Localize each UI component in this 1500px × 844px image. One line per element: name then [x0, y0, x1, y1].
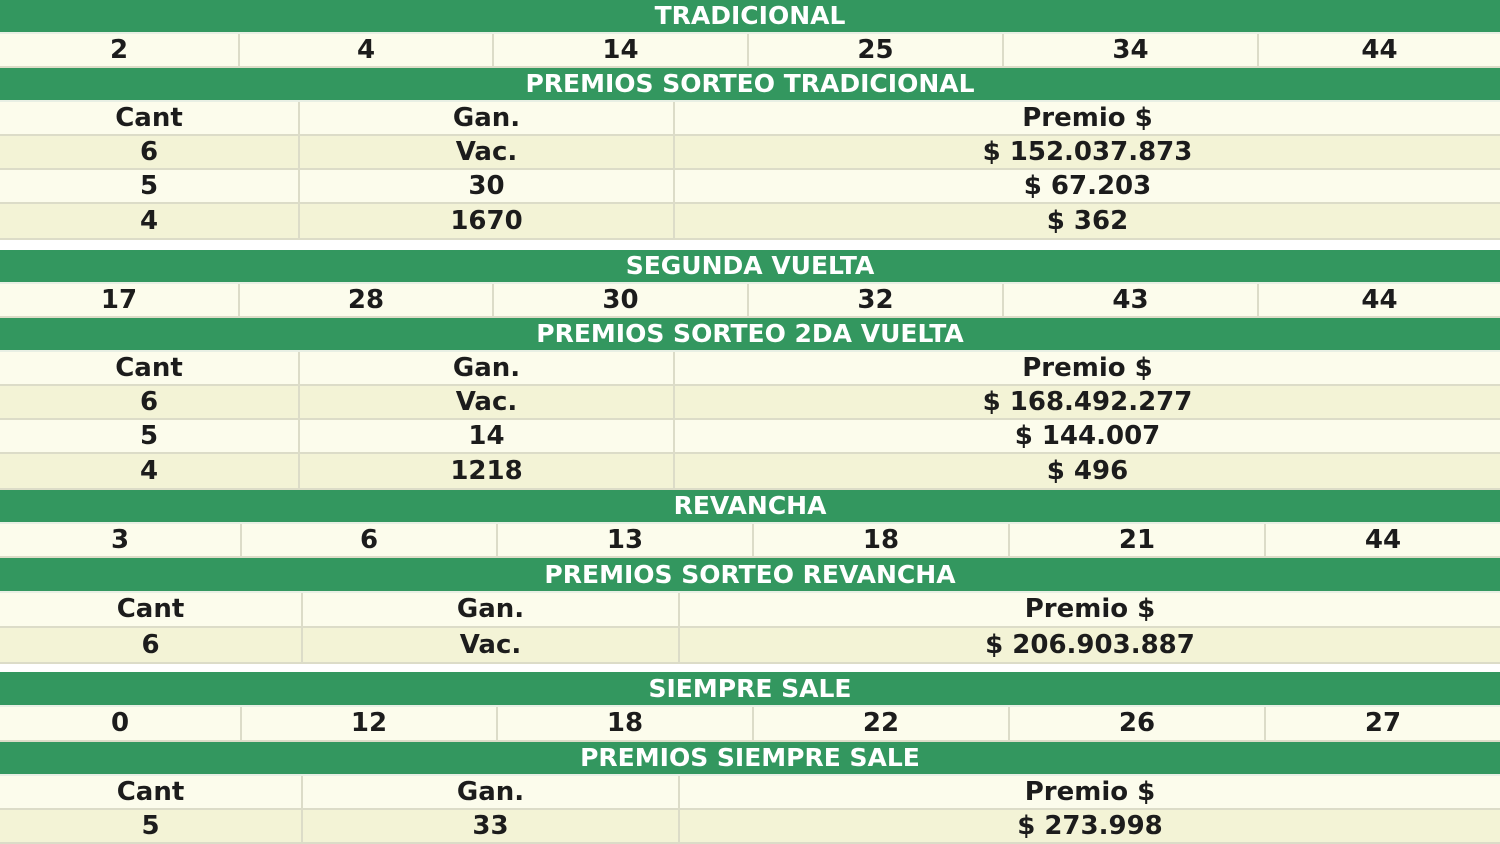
drawn-number: 2 — [0, 34, 240, 68]
section-title-siempre-sale: SIEMPRE SALE — [0, 672, 1500, 707]
prize-cant: 4 — [0, 204, 300, 240]
drawn-number: 21 — [1010, 524, 1266, 558]
drawn-number: 22 — [754, 707, 1010, 742]
prizes-title-revancha: PREMIOS SORTEO REVANCHA — [0, 558, 1500, 593]
prize-gan: Vac. — [303, 628, 680, 664]
prize-row — [0, 170, 1500, 204]
header-premio: Premio $ — [680, 776, 1500, 810]
drawn-number: 43 — [1004, 284, 1259, 318]
drawn-number: 13 — [498, 524, 754, 558]
prize-gan: Vac. — [300, 136, 675, 170]
prize-amount: $ 496 — [675, 454, 1500, 490]
prize-amount: $ 273.998 — [680, 810, 1500, 844]
prize-gan: 14 — [300, 420, 675, 454]
numbers-row-tradicional — [0, 34, 1500, 68]
drawn-number: 44 — [1259, 34, 1500, 68]
drawn-number: 34 — [1004, 34, 1259, 68]
drawn-number: 14 — [494, 34, 749, 68]
section-title-segunda-vuelta: SEGUNDA VUELTA — [0, 250, 1500, 284]
drawn-number: 26 — [1010, 707, 1266, 742]
prize-gan: 1670 — [300, 204, 675, 240]
header-cant: Cant — [0, 776, 303, 810]
drawn-number: 3 — [0, 524, 242, 558]
numbers-row-siempre-sale — [0, 707, 1500, 742]
drawn-number: 44 — [1266, 524, 1500, 558]
prizes-title-siempre-sale: PREMIOS SIEMPRE SALE — [0, 742, 1500, 776]
drawn-number: 30 — [494, 284, 749, 318]
header-gan: Gan. — [303, 776, 680, 810]
header-gan: Gan. — [300, 102, 675, 136]
header-premio: Premio $ — [680, 593, 1500, 628]
prizes-title-tradicional: PREMIOS SORTEO TRADICIONAL — [0, 68, 1500, 102]
header-premio: Premio $ — [675, 352, 1500, 386]
drawn-number: 0 — [0, 707, 242, 742]
prize-gan: 30 — [300, 170, 675, 204]
prize-amount: $ 168.492.277 — [675, 386, 1500, 420]
header-gan: Gan. — [303, 593, 680, 628]
drawn-number: 18 — [498, 707, 754, 742]
prize-cant: 5 — [0, 170, 300, 204]
section-title-tradicional: TRADICIONAL — [0, 0, 1500, 34]
header-cant: Cant — [0, 352, 300, 386]
numbers-row-revancha — [0, 524, 1500, 558]
header-gan: Gan. — [300, 352, 675, 386]
prize-cant: 4 — [0, 454, 300, 490]
prize-amount: $ 67.203 — [675, 170, 1500, 204]
prize-row — [0, 204, 1500, 240]
prize-row — [0, 136, 1500, 170]
prizes-header-row — [0, 102, 1500, 136]
drawn-number: 17 — [0, 284, 240, 318]
prize-row — [0, 420, 1500, 454]
header-cant: Cant — [0, 593, 303, 628]
header-premio: Premio $ — [675, 102, 1500, 136]
drawn-number: 25 — [749, 34, 1004, 68]
drawn-number: 32 — [749, 284, 1004, 318]
prizes-header-row — [0, 593, 1500, 628]
prize-amount: $ 152.037.873 — [675, 136, 1500, 170]
drawn-number: 27 — [1266, 707, 1500, 742]
prize-gan: 33 — [303, 810, 680, 844]
drawn-number: 12 — [242, 707, 498, 742]
prizes-header-row — [0, 776, 1500, 810]
prize-row — [0, 454, 1500, 490]
prize-cant: 6 — [0, 136, 300, 170]
prize-row — [0, 628, 1500, 664]
prize-cant: 6 — [0, 628, 303, 664]
drawn-number: 6 — [242, 524, 498, 558]
prize-gan: 1218 — [300, 454, 675, 490]
prizes-header-row — [0, 352, 1500, 386]
prize-amount: $ 206.903.887 — [680, 628, 1500, 664]
drawn-number: 4 — [240, 34, 494, 68]
prize-cant: 5 — [0, 810, 303, 844]
prizes-title-segunda-vuelta: PREMIOS SORTEO 2DA VUELTA — [0, 318, 1500, 352]
section-title-revancha: REVANCHA — [0, 490, 1500, 524]
prize-amount: $ 144.007 — [675, 420, 1500, 454]
drawn-number: 28 — [240, 284, 494, 318]
prize-gan: Vac. — [300, 386, 675, 420]
drawn-number: 44 — [1259, 284, 1500, 318]
drawn-number: 18 — [754, 524, 1010, 558]
prize-row — [0, 810, 1500, 844]
prize-amount: $ 362 — [675, 204, 1500, 240]
numbers-row-segunda-vuelta — [0, 284, 1500, 318]
header-cant: Cant — [0, 102, 300, 136]
prize-cant: 6 — [0, 386, 300, 420]
prize-row — [0, 386, 1500, 420]
prize-cant: 5 — [0, 420, 300, 454]
